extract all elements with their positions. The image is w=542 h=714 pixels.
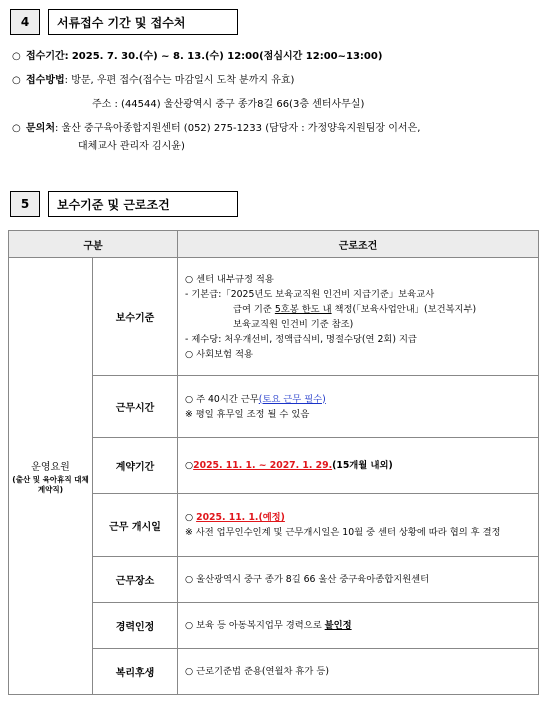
section-title: 서류접수 기간 및 접수처	[48, 9, 238, 35]
header-condition: 근로조건	[178, 231, 539, 258]
row-label-start: 근무 개시일	[93, 494, 178, 557]
main-category-cell	[9, 258, 93, 695]
row-content-pay: ○ 센터 내부규정 적용 - 기본급:「2025년도 보육교직원 인건비 지급기준」보육교사 급여 기준 5호봉 한도 내 책정(「보육사업안내」(보건복지부) 보육교직원 인건비 기준 참조) - 제수당: 처우개선비, 정액급식비, 명절수당(연 2회) 지급 ○ 사회보험 적용	[178, 258, 539, 376]
main-category: 운영요원	[31, 461, 70, 473]
address-line: 주소 : (44544) 울산광역시 중구 종가8길 66(3층 센터사무실)	[92, 99, 365, 110]
row-content-start: ○ 2025. 11. 1.(예정) ※ 사전 업무인수인계 및 근무개시일은 10월 중 센터 상황에 따라 협의 후 결정	[178, 494, 539, 557]
table-header-row	[9, 231, 539, 258]
saturday-required-note: (토요 근무 필수)	[258, 393, 326, 405]
period-value: 2025. 7. 30.(수) ~ 8. 13.(수) 12:00(점심시간 12:00~13:00)	[71, 51, 383, 62]
career-not-recognized: 불인정	[324, 620, 352, 631]
row-label-welfare: 복리후생	[93, 649, 178, 695]
method-value: : 방문, 우편 접수(접수는 마감일시 도착 분까지 유효)	[64, 75, 295, 86]
contact-line: ○ 문의처: 울산 중구육아종합지원센터 (052) 275-1233 (담당자 : 가정양육지원팀장 이서은,	[12, 123, 421, 134]
circle-bullet-icon: ○	[12, 51, 21, 62]
main-category-sub: (출산 및 육아휴직 대체 계약직)	[12, 474, 89, 494]
row-label-career: 경력인정	[93, 603, 178, 649]
row-content-welfare: ○ 근로기준법 준용(연월차 휴가 등)	[178, 649, 539, 695]
section-4-header	[10, 9, 238, 35]
row-label-pay: 보수기준	[93, 258, 178, 376]
contact-value: : 울산 중구육아종합지원센터 (052) 275-1233 (담당자 : 가정양육지원팀장 이서은,	[54, 123, 421, 134]
pay-step-limit: 5호봉 한도 내	[274, 303, 332, 315]
row-content-career: ○ 보육 등 아동복지업무 경력으로 불인정	[178, 603, 539, 649]
method-line: ○ 접수방법: 방문, 우편 접수(접수는 마감일시 도착 분까지 유효)	[12, 75, 295, 86]
table-row	[9, 258, 539, 376]
section-5-header	[10, 191, 238, 217]
section-number: 4	[10, 9, 40, 35]
header-category: 구분	[9, 231, 178, 258]
circle-bullet-icon: ○	[12, 123, 21, 134]
contract-period: 2025. 11. 1. ~ 2027. 1. 29.	[193, 460, 333, 471]
row-label-place: 근무장소	[93, 557, 178, 603]
row-content-period: ○2025. 11. 1. ~ 2027. 1. 29.(15개월 내외)	[178, 438, 539, 494]
circle-bullet-icon: ○	[12, 75, 21, 86]
contact-line-2: 대체교사 관리자 김시윤)	[78, 141, 185, 152]
section-number: 5	[10, 191, 40, 217]
row-label-hours: 근무시간	[93, 376, 178, 438]
row-label-period: 계약기간	[93, 438, 178, 494]
section-title: 보수기준 및 근로조건	[48, 191, 238, 217]
work-conditions-table	[8, 230, 539, 695]
period-line: ○ 접수기간: 2025. 7. 30.(수) ~ 8. 13.(수) 12:00(점심시간 12:00~13:00)	[12, 51, 383, 62]
start-date: 2025. 11. 1.(예정)	[196, 512, 285, 523]
row-content-hours: ○ 주 40시간 근무(토요 근무 필수) ※ 평일 휴무일 조정 될 수 있음	[178, 376, 539, 438]
row-content-place: ○ 울산광역시 중구 종가 8길 66 울산 중구육아종합지원센터	[178, 557, 539, 603]
